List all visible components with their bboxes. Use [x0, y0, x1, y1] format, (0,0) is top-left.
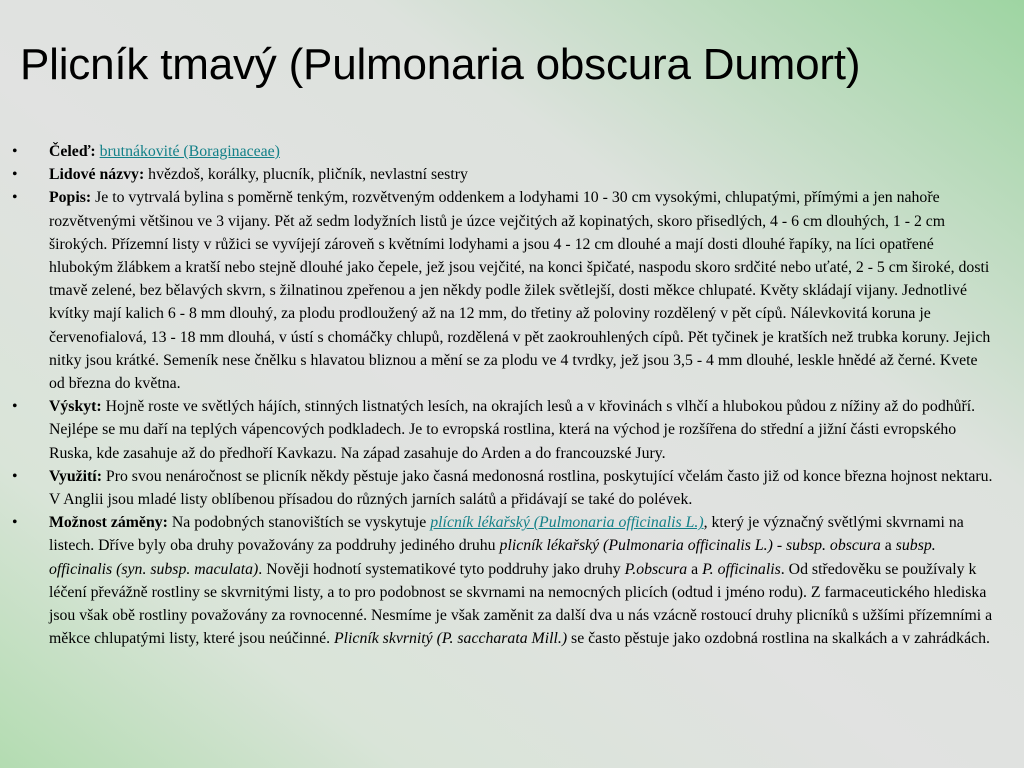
vyskyt-label: Výskyt:: [49, 398, 102, 416]
list-item-vyuziti: [12, 465, 997, 511]
celed-label: Čeleď:: [49, 143, 96, 160]
list-item-popis: [12, 186, 997, 395]
lidove-nazvy-text: hvězdoš, korálky, plucník, pličník, nevlastní sestry: [144, 166, 468, 184]
zameny-text-7: se často pěstuje jako ozdobná rostlina na skalkách a v zahrádkách.: [567, 630, 990, 648]
plicnik-lekarsky-link[interactable]: [430, 514, 703, 531]
zameny-text-1: Na podobných stanovištích se vyskytuje: [167, 514, 431, 532]
zameny-text-4: . Nověji hodnotí systematikové tyto poddruhy jako druhy: [258, 560, 625, 578]
celed-link[interactable]: brutnákovité (Boraginaceae): [99, 143, 280, 160]
zameny-italic-4: P. officinalis: [702, 560, 781, 578]
bullet-icon: •: [12, 514, 18, 532]
zameny-text-3: a: [880, 537, 896, 555]
bullet-icon: •: [12, 166, 18, 184]
bullet-icon: •: [12, 467, 18, 485]
list-item-vyskyt: [12, 395, 997, 465]
zameny-italic-2: subsp. officinalis (syn. subsp. maculata): [49, 537, 936, 578]
vyuziti-text: Pro svou nenáročnost se plicník někdy pěstuje jako časná medonosná rostlina, poskytující včelám často již od konce března hojnost nektaru. V Anglii jsou mladé listy oblíbenou přísadou do různých jarních salátů a přidávají se také do polévek.: [49, 467, 993, 509]
vyskyt-text: Hojně roste ve světlých hájích, stinných listnatých lesích, na okrajích lesů a v křovinách s vlhčí a hlubokou půdou z nížiny až do podhůří. Nejlépe se mu daří na teplých vápencových podkladech. Je to evropská rostlina, která na východ je rozšířena do střední a jižní části evropského Ruska, kde zasahuje až do předhoří Kavkazu. Na západ zasahuje do Arden a do francouzské Jury.: [49, 398, 976, 462]
plicnik-lekarsky-link-text: plícník lékařský (Pulmonaria officinalis L.): [430, 514, 704, 532]
popis-label: Popis:: [49, 189, 92, 207]
zameny-italic-1: plicník lékařský (Pulmonaria officinalis L.) - subsp. obscura: [499, 537, 881, 555]
bullet-icon: •: [12, 189, 18, 207]
list-item-moznost-zameny: [12, 511, 997, 650]
list-item-celed: [12, 140, 997, 163]
zameny-text-5: a: [687, 560, 703, 578]
zameny-text-6: . Od středověku se používaly k léčení převážně rostliny se skvrnitými listy, a to pro podobnost se skvrnami na nemocných plicích (odtud i jméno rodu). Z farmaceutického hlediska jsou však obě rostliny považovány za rovnocenné. Nesmíme je však zaměnit za další dva u nás vzácně rostoucí druhy plicníků s užšími přízemními a měkce chlupatými listy, které jsou neúčinné.: [49, 560, 993, 648]
zameny-italic-5: Plicník skvrnitý (P. saccharata Mill.): [334, 630, 568, 648]
page-title: Plicník tmavý (Pulmonaria obscura Dumort): [20, 40, 861, 89]
lidove-nazvy-label: Lidové názvy:: [49, 166, 145, 184]
bullet-icon: •: [12, 398, 18, 416]
popis-text: Je to vytrvalá bylina s poměrně tenkým, rozvětveným oddenkem a lodyhami 10 - 30 cm vysokými, chlupatými, přímými a jen nahoře rozvětvenými většinou ve 3 vijany. Pět až sedm lodyžních listů je úzce vejčitých až kopinatých, skoro přisedlých, 4 - 6 cm dlouhých, 1 - 2 cm širokých. Přízemní listy v růžici se vyvíjejí zároveň s květními lodyhami a jsou 4 - 12 cm dlouhé a mají dosti dlouhé řapíky, na líci opatřené hlubokým žlábkem a kratší nebo stejně dlouhé jako čepele, jež jsou vejčité, na konci špičaté, naspodu skoro srdčité nebo uťaté, 2 - 5 cm široké, dosti tmavě zelené, bez bělavých skvrn, s žilnatinou zpeřenou a jen někdy podle žilek světlejší, dosti měkce chlupaté. Květy skládají vijany. Jednotlivé kvítky mají kalich 6 - 8 mm dlouhý, za plodu prodloužený až na 12 mm, do třetiny až poloviny rozdělený v pět cípů. Nálevkovitá koruna je červenofialová, 13 - 18 mm dlouhá, v ústí s chomáčky chlupů, rozdělená v pět zaokrouhlených cípů. Pět tyčinek je kratších než trubka koruny. Jejich nitky jsou krátké. Semeník nese čnělku s hlavatou bliznou a mění se za plodu ve 4 tvrdky, jež jsou 3,5 - 4 mm dlouhé, leskle hnědé až černé. Kvete od března do května.: [49, 189, 991, 393]
bullet-list: [12, 140, 997, 650]
zameny-italic-3: P.obscura: [624, 560, 688, 578]
bullet-icon: •: [12, 143, 18, 160]
zameny-text-2: , který je význačný světlými skvrnami na listech. Dříve byly oba druhy považovány za poddruhy jediného druhu: [49, 514, 964, 555]
vyuziti-label: Využití:: [49, 467, 102, 485]
moznost-zameny-label: Možnost záměny:: [49, 514, 168, 532]
list-item-lidove-nazvy: [12, 163, 997, 186]
